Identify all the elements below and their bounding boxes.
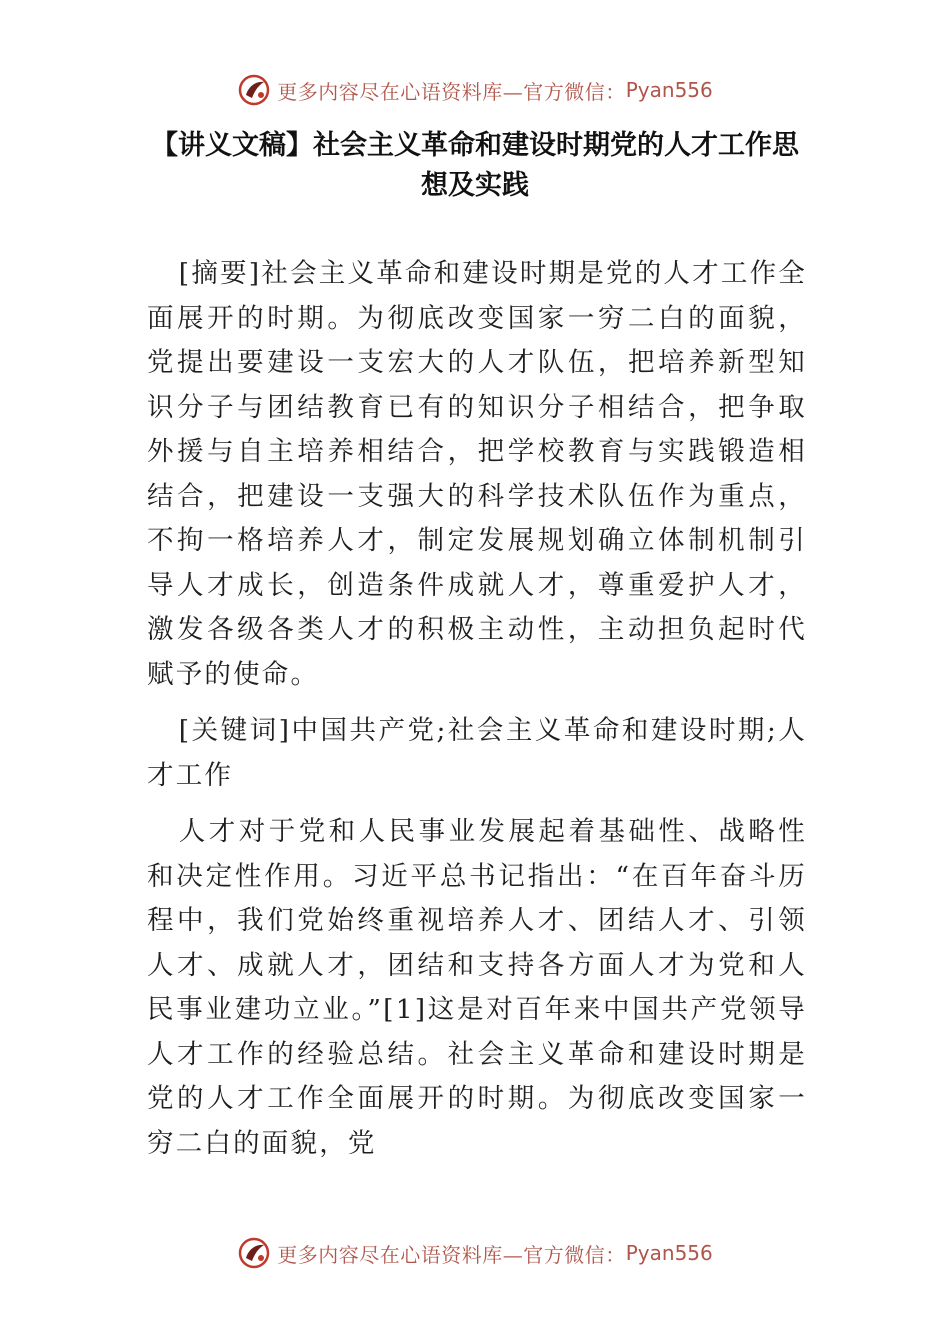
banner-wechat-id: Pyan556 <box>625 78 713 102</box>
banner-wechat-id: Pyan556 <box>625 1241 713 1265</box>
banner-text: 更多内容尽在心语资料库—官方微信： <box>277 79 626 104</box>
footer-banner <box>0 1233 950 1273</box>
abstract-paragraph: [摘要]社会主义革命和建设时期是党的人才工作全面展开的时期。为彻底改变国家一穷二白的面貌，党提出要建设一支宏大的人才队伍，把培养新型知识分子与团结教育已有的知识分子相结合，把争取外援与自主培养相结合，把学校教育与实践锻造相结合，把建设一支强大的科学技术队伍作为重点，不拘一格培养人才，制定发展规划确立体制机制引导人才成长，创造条件成就人才，尊重爱护人才，激发各级各类人才的积极主动性，主动担负起时代赋予的使命。 <box>147 258 807 690</box>
keywords-paragraph: [关键词]中国共产党;社会主义革命和建设时期;人才工作 <box>147 715 807 791</box>
body-paragraph: 人才对于党和人民事业发展起着基础性、战略性和决定性作用。习近平总书记指出：“在百年奋斗历程中，我们党始终重视培养人才、团结人才、引领人才、成就人才，团结和支持各方面人才为党和人民事业建功立业。”[1]这是对百年来中国共产党领导人才工作的经验总结。社会主义革命和建设时期是党的人才工作全面展开的时期。为彻底改变国家一穷二白的面貌，党 <box>147 816 807 1159</box>
document-body <box>147 252 807 1178</box>
document-title: 【讲义文稿】社会主义革命和建设时期党的人才工作思想及实践 <box>151 130 799 201</box>
header-banner <box>0 70 950 110</box>
banner-text: 更多内容尽在心语资料库—官方微信： <box>277 1242 626 1267</box>
brand-logo-icon <box>237 1236 271 1270</box>
brand-logo-icon <box>237 73 271 107</box>
